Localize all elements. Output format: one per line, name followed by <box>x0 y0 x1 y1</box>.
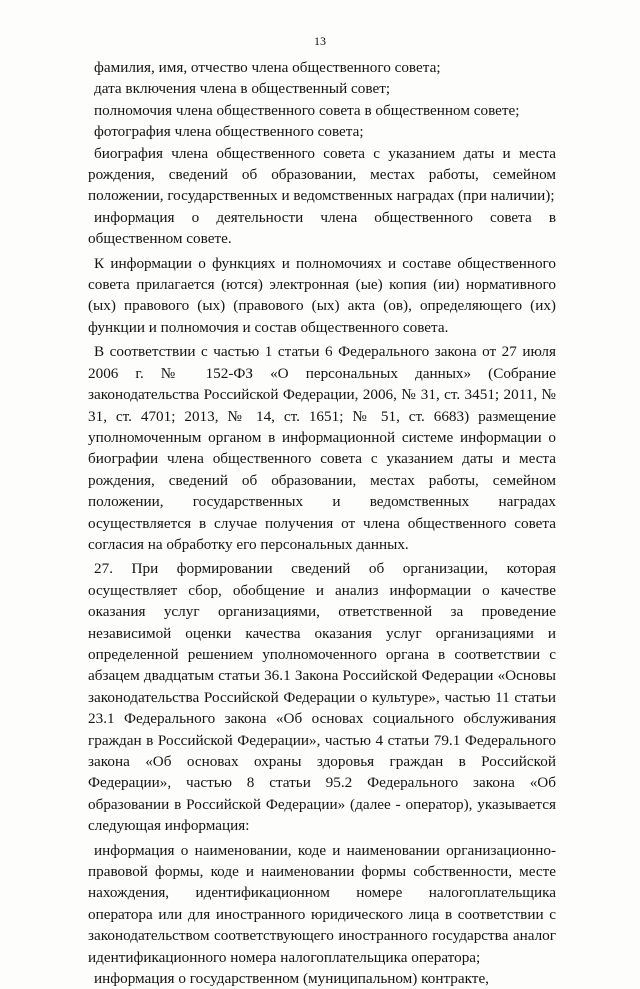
paragraph-inclusion-date: дата включения члена в общественный совет; <box>94 80 391 98</box>
paragraph-biography: биография члена общественного совета с указанием даты и места рождения, сведений об образовании, местах работы, семейном положении, государственных и ведомственных наградах (при наличии); <box>88 144 556 205</box>
paragraph-full-name: фамилия, имя, отчество члена общественного совета; <box>94 59 441 76</box>
paragraph-photo: фотография члена общественного совета; <box>94 123 364 141</box>
paragraph-personal-data: В соответствии с частью 1 статьи 6 Федерального закона от 27 июля 2006 г. № 152-ФЗ «О персональных данных» (Собрание законодательства Российской Федерации, 2006, № 31, ст. 3451; 2011, № 31, ст. 4701; 2013, № 14, ст. 1651; № 51, ст. 6683) размещение уполномоченным органом в информационной системе информации о биографии члена общественного совета с указанием даты и места рождения, сведений об образовании, местах работы, семейном положении, государственных и ведомственных наградах осуществляется в случае получения от члена общественного совета согласия на обработку его персональных данных. <box>88 343 556 553</box>
paragraph-activity: информация о деятельности члена общественного совета в общественном совете. <box>88 208 556 248</box>
paragraph-functions-attachment: К информации о функциях и полномочиях и составе общественного совета прилагается (ются) электронная (ые) копия (ии) нормативного (ых) правового (ых) (правового (ых) акта (ов), определяющего (их) функции и полномочия и состав общественного совета. <box>88 254 556 336</box>
paragraph-27-operator: 27. При формировании сведений об организации, которая осуществляет сбор, обобщение и анализ информации о качестве оказания услуг организациями, ответственной за проведение независимой оценки качества оказания услуг организациями и определенной решением уполномоченного органа в соответствии с абзацем двадцатым статьи 36.1 Закона Российской Федерации «Основы законодательства Российской Федерации о культуре», частью 11 статьи 23.1 Федерального закона «Об основах социального обслуживания граждан в Российской Федерации», частью 4 статьи 79.1 Федерального закона «Об основах охраны здоровья граждан в Российской Федерации», частью 8 статьи 95.2 Федерального закона «Об образовании в Российской Федерации» (далее - оператор), указывается следующая информация: <box>88 560 556 835</box>
paragraph-powers: полномочия члена общественного совета в общественном совете; <box>94 101 520 119</box>
paragraph-contract-info: информация о государственном (муниципальном) контракте, <box>94 970 489 988</box>
document-body <box>88 57 556 989</box>
paragraph-operator-info: информация о наименовании, коде и наименовании организационно-правовой формы, коде и наименовании формы собственности, месте нахождения, идентификационном номере налогоплательщика оператора или для иностранного юридического лица в соответствии с законодательством соответствующего иностранного государства аналог идентификационного номера налогоплательщика оператора; <box>88 841 556 966</box>
page-number: 13 <box>314 34 326 48</box>
